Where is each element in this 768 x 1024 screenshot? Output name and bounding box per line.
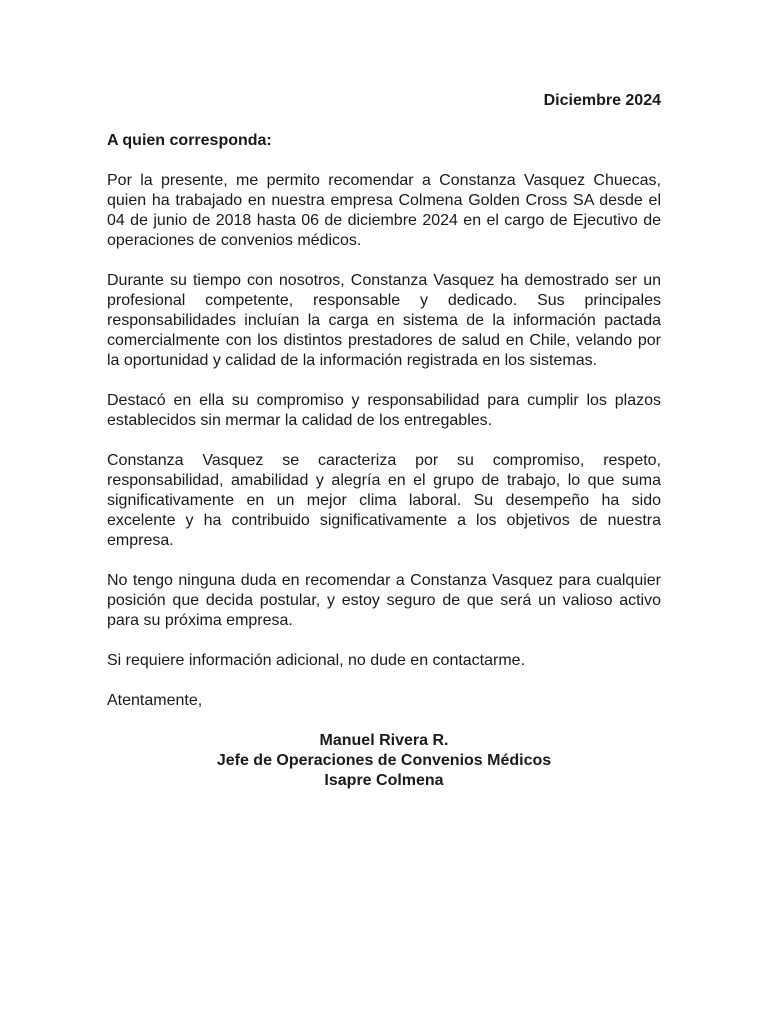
paragraph-responsibilities: Durante su tiempo con nosotros, Constanza Vasquez ha demostrado ser un profesional competente, responsable y dedicado. Sus principales responsabilidades incluían la carga en sistema de la información pactada comercialmente con los distintos prestadores de salud en Chile, velando por la oportunidad y calidad de la información registrada en los sistemas. [107, 272, 661, 369]
paragraph-intro: Por la presente, me permito recomendar a Constanza Vasquez Chuecas, quien ha trabajado en nuestra empresa Colmena Golden Cross SA desde el 04 de junio de 2018 hasta 06 de diciembre 2024 en el cargo de Ejecutivo de operaciones de convenios médicos. [107, 172, 661, 249]
salutation: A quien corresponda: [107, 132, 272, 149]
signer-title: Jefe de Operaciones de Convenios Médicos [216, 752, 552, 769]
paragraph-recommendation: No tengo ninguna duda en recomendar a Constanza Vasquez para cualquier posición que decida postular, y estoy seguro de que será un valioso activo para su próxima empresa. [107, 572, 661, 629]
signer-name: Manuel Rivera R. [319, 732, 449, 749]
signature-block [107, 731, 661, 791]
letter-date: Diciembre 2024 [543, 92, 661, 109]
paragraph-qualities: Constanza Vasquez se caracteriza por su compromiso, respeto, responsabilidad, amabilidad y alegría en el grupo de trabajo, lo que suma significativamente en un mejor clima laboral. Su desempeño ha sido excelente y ha contribuido significativamente a los objetivos de nuestra empresa. [107, 452, 661, 549]
closing: Atentamente, [107, 692, 203, 709]
paragraph-commitment: Destacó en ella su compromiso y responsabilidad para cumplir los plazos establecidos sin mermar la calidad de los entregables. [107, 392, 661, 429]
paragraph-contact: Si requiere información adicional, no dude en contactarme. [107, 652, 526, 669]
signer-company: Isapre Colmena [324, 772, 444, 789]
